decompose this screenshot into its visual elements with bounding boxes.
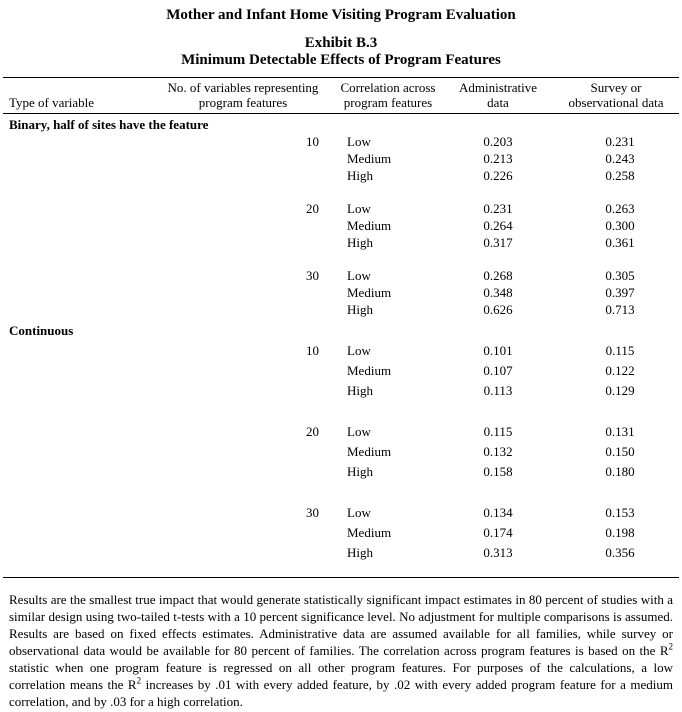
num-variables-cell: 10 [306, 343, 319, 358]
type-cell [3, 200, 153, 217]
admin-data-cell: 0.213 [483, 151, 513, 166]
admin-data-cell: 0.313 [483, 545, 513, 560]
num-variables-cell: 20 [306, 424, 319, 439]
correlation-cell: Low [347, 505, 371, 520]
correlation-cell: High [347, 464, 373, 479]
table-body [3, 114, 679, 578]
type-cell [3, 420, 153, 440]
header-num-variables: No. of variables representing program features [153, 78, 333, 114]
survey-data-cell: 0.131 [605, 424, 635, 439]
correlation-cell: Low [347, 424, 371, 439]
survey-data-cell: 0.263 [605, 201, 635, 216]
correlation-cell: Medium [347, 363, 392, 378]
correlation-cell: Low [347, 201, 371, 216]
survey-data-cell: 0.305 [605, 268, 635, 283]
table-row [3, 234, 679, 251]
header-row [3, 78, 679, 114]
table-notes [9, 591, 673, 710]
correlation-cell: High [347, 302, 373, 317]
exhibit-title: Minimum Detectable Effects of Program Features [181, 52, 501, 68]
spacer-row [3, 561, 679, 578]
document-title: Mother and Infant Home Visiting Program Evaluation [166, 7, 516, 23]
admin-data-cell: 0.317 [483, 235, 513, 250]
admin-data-cell: 0.268 [483, 268, 513, 283]
type-cell [3, 339, 153, 359]
type-cell [3, 267, 153, 284]
header-administrative-data: Administrative data [443, 78, 553, 114]
survey-data-cell: 0.153 [605, 505, 635, 520]
num-variables-cell [153, 379, 333, 399]
table-row [3, 420, 679, 440]
num-variables-cell [153, 460, 333, 480]
admin-data-cell: 0.231 [483, 201, 513, 216]
correlation-cell: High [347, 383, 373, 398]
header-correlation: Correlation across program features [333, 78, 443, 114]
mde-table [3, 77, 679, 578]
correlation-cell: High [347, 235, 373, 250]
section-row [3, 114, 679, 134]
num-variables-cell [153, 234, 333, 251]
table-row [3, 339, 679, 359]
num-variables-cell [153, 521, 333, 541]
type-cell [3, 150, 153, 167]
spacer-row [3, 184, 679, 200]
survey-data-cell: 0.122 [605, 363, 635, 378]
admin-data-cell: 0.203 [483, 134, 513, 149]
num-variables-cell: 30 [306, 505, 319, 520]
type-cell [3, 501, 153, 521]
num-variables-cell [153, 301, 333, 318]
header-survey-observational-data: Survey or observational data [553, 78, 679, 114]
admin-data-cell: 0.132 [483, 444, 513, 459]
survey-data-cell: 0.129 [605, 383, 635, 398]
survey-data-cell: 0.180 [605, 464, 635, 479]
table-row [3, 379, 679, 399]
type-cell [3, 521, 153, 541]
survey-data-cell: 0.258 [605, 168, 635, 183]
table-header [3, 78, 679, 114]
survey-data-cell: 0.198 [605, 525, 635, 540]
correlation-cell: Low [347, 134, 371, 149]
spacer-row [3, 399, 679, 420]
num-variables-cell: 20 [306, 201, 319, 216]
notes-text-3: increases by .01 with every added feature, by .02 with every added program feature for a medium correlation, and by .03 for a high correlation. [9, 677, 673, 709]
r-squared-superscript: 2 [136, 675, 142, 686]
correlation-cell: Low [347, 268, 371, 283]
header-type-of-variable: Type of variable [3, 78, 153, 114]
admin-data-cell: 0.113 [483, 383, 513, 398]
correlation-cell: Medium [347, 444, 392, 459]
num-variables-cell [153, 150, 333, 167]
section-label: Continuous [9, 323, 74, 338]
survey-data-cell: 0.356 [605, 545, 635, 560]
r-squared-superscript: 2 [668, 641, 673, 652]
survey-data-cell: 0.397 [605, 285, 635, 300]
table-row [3, 200, 679, 217]
admin-data-cell: 0.134 [483, 505, 513, 520]
num-variables-cell [153, 284, 333, 301]
num-variables-cell: 30 [306, 268, 319, 283]
correlation-cell: Medium [347, 151, 392, 166]
type-cell [3, 379, 153, 399]
table-row [3, 167, 679, 184]
exhibit-label: Exhibit B.3 [304, 35, 378, 51]
table-row [3, 284, 679, 301]
type-cell [3, 440, 153, 460]
correlation-cell: Medium [347, 525, 392, 540]
table-row [3, 301, 679, 318]
table-row [3, 267, 679, 284]
survey-data-cell: 0.150 [605, 444, 635, 459]
correlation-cell: High [347, 168, 373, 183]
admin-data-cell: 0.101 [483, 343, 513, 358]
table-row [3, 359, 679, 379]
survey-data-cell: 0.243 [605, 151, 635, 166]
correlation-cell: Medium [347, 218, 392, 233]
survey-data-cell: 0.115 [605, 343, 635, 358]
notes-text-2: statistic when one program feature is regressed on all other program features. For purposes of the calculations, a low correlation means the R [9, 660, 673, 692]
num-variables-cell [153, 359, 333, 379]
admin-data-cell: 0.158 [483, 464, 513, 479]
correlation-cell: Low [347, 343, 371, 358]
table-row [3, 440, 679, 460]
table-row [3, 133, 679, 150]
admin-data-cell: 0.626 [483, 302, 513, 317]
table-row [3, 460, 679, 480]
admin-data-cell: 0.107 [483, 363, 513, 378]
table-row [3, 150, 679, 167]
correlation-cell: Medium [347, 285, 392, 300]
table-row [3, 217, 679, 234]
admin-data-cell: 0.174 [483, 525, 513, 540]
survey-data-cell: 0.231 [605, 134, 635, 149]
table-row [3, 541, 679, 561]
num-variables-cell [153, 541, 333, 561]
table-row [3, 501, 679, 521]
table-row [3, 521, 679, 541]
type-cell [3, 460, 153, 480]
type-cell [3, 217, 153, 234]
type-cell [3, 301, 153, 318]
spacer-row [3, 251, 679, 267]
num-variables-cell [153, 440, 333, 460]
type-cell [3, 359, 153, 379]
admin-data-cell: 0.226 [483, 168, 513, 183]
survey-data-cell: 0.713 [605, 302, 635, 317]
notes-text-1: Results are the smallest true impact that would generate statistically significant impact estimates in 80 percent of studies with a similar design using two-tailed t-tests with a 10 percent significance level. No adjustment for multiple comparisons is assumed. Results are based on fixed effects estimates. Administrative data are assumed available for all families, while survey or observational data would be available for 80 percent of families. The correlation across program features is based on the R [9, 592, 673, 658]
type-cell [3, 133, 153, 150]
section-row [3, 318, 679, 339]
type-cell [3, 541, 153, 561]
admin-data-cell: 0.115 [483, 424, 513, 439]
spacer-row [3, 480, 679, 501]
num-variables-cell [153, 217, 333, 234]
survey-data-cell: 0.361 [605, 235, 635, 250]
type-cell [3, 284, 153, 301]
correlation-cell: High [347, 545, 373, 560]
admin-data-cell: 0.348 [483, 285, 513, 300]
type-cell [3, 167, 153, 184]
num-variables-cell: 10 [306, 134, 319, 149]
admin-data-cell: 0.264 [483, 218, 513, 233]
section-label: Binary, half of sites have the feature [9, 117, 209, 132]
num-variables-cell [153, 167, 333, 184]
type-cell [3, 234, 153, 251]
survey-data-cell: 0.300 [605, 218, 635, 233]
